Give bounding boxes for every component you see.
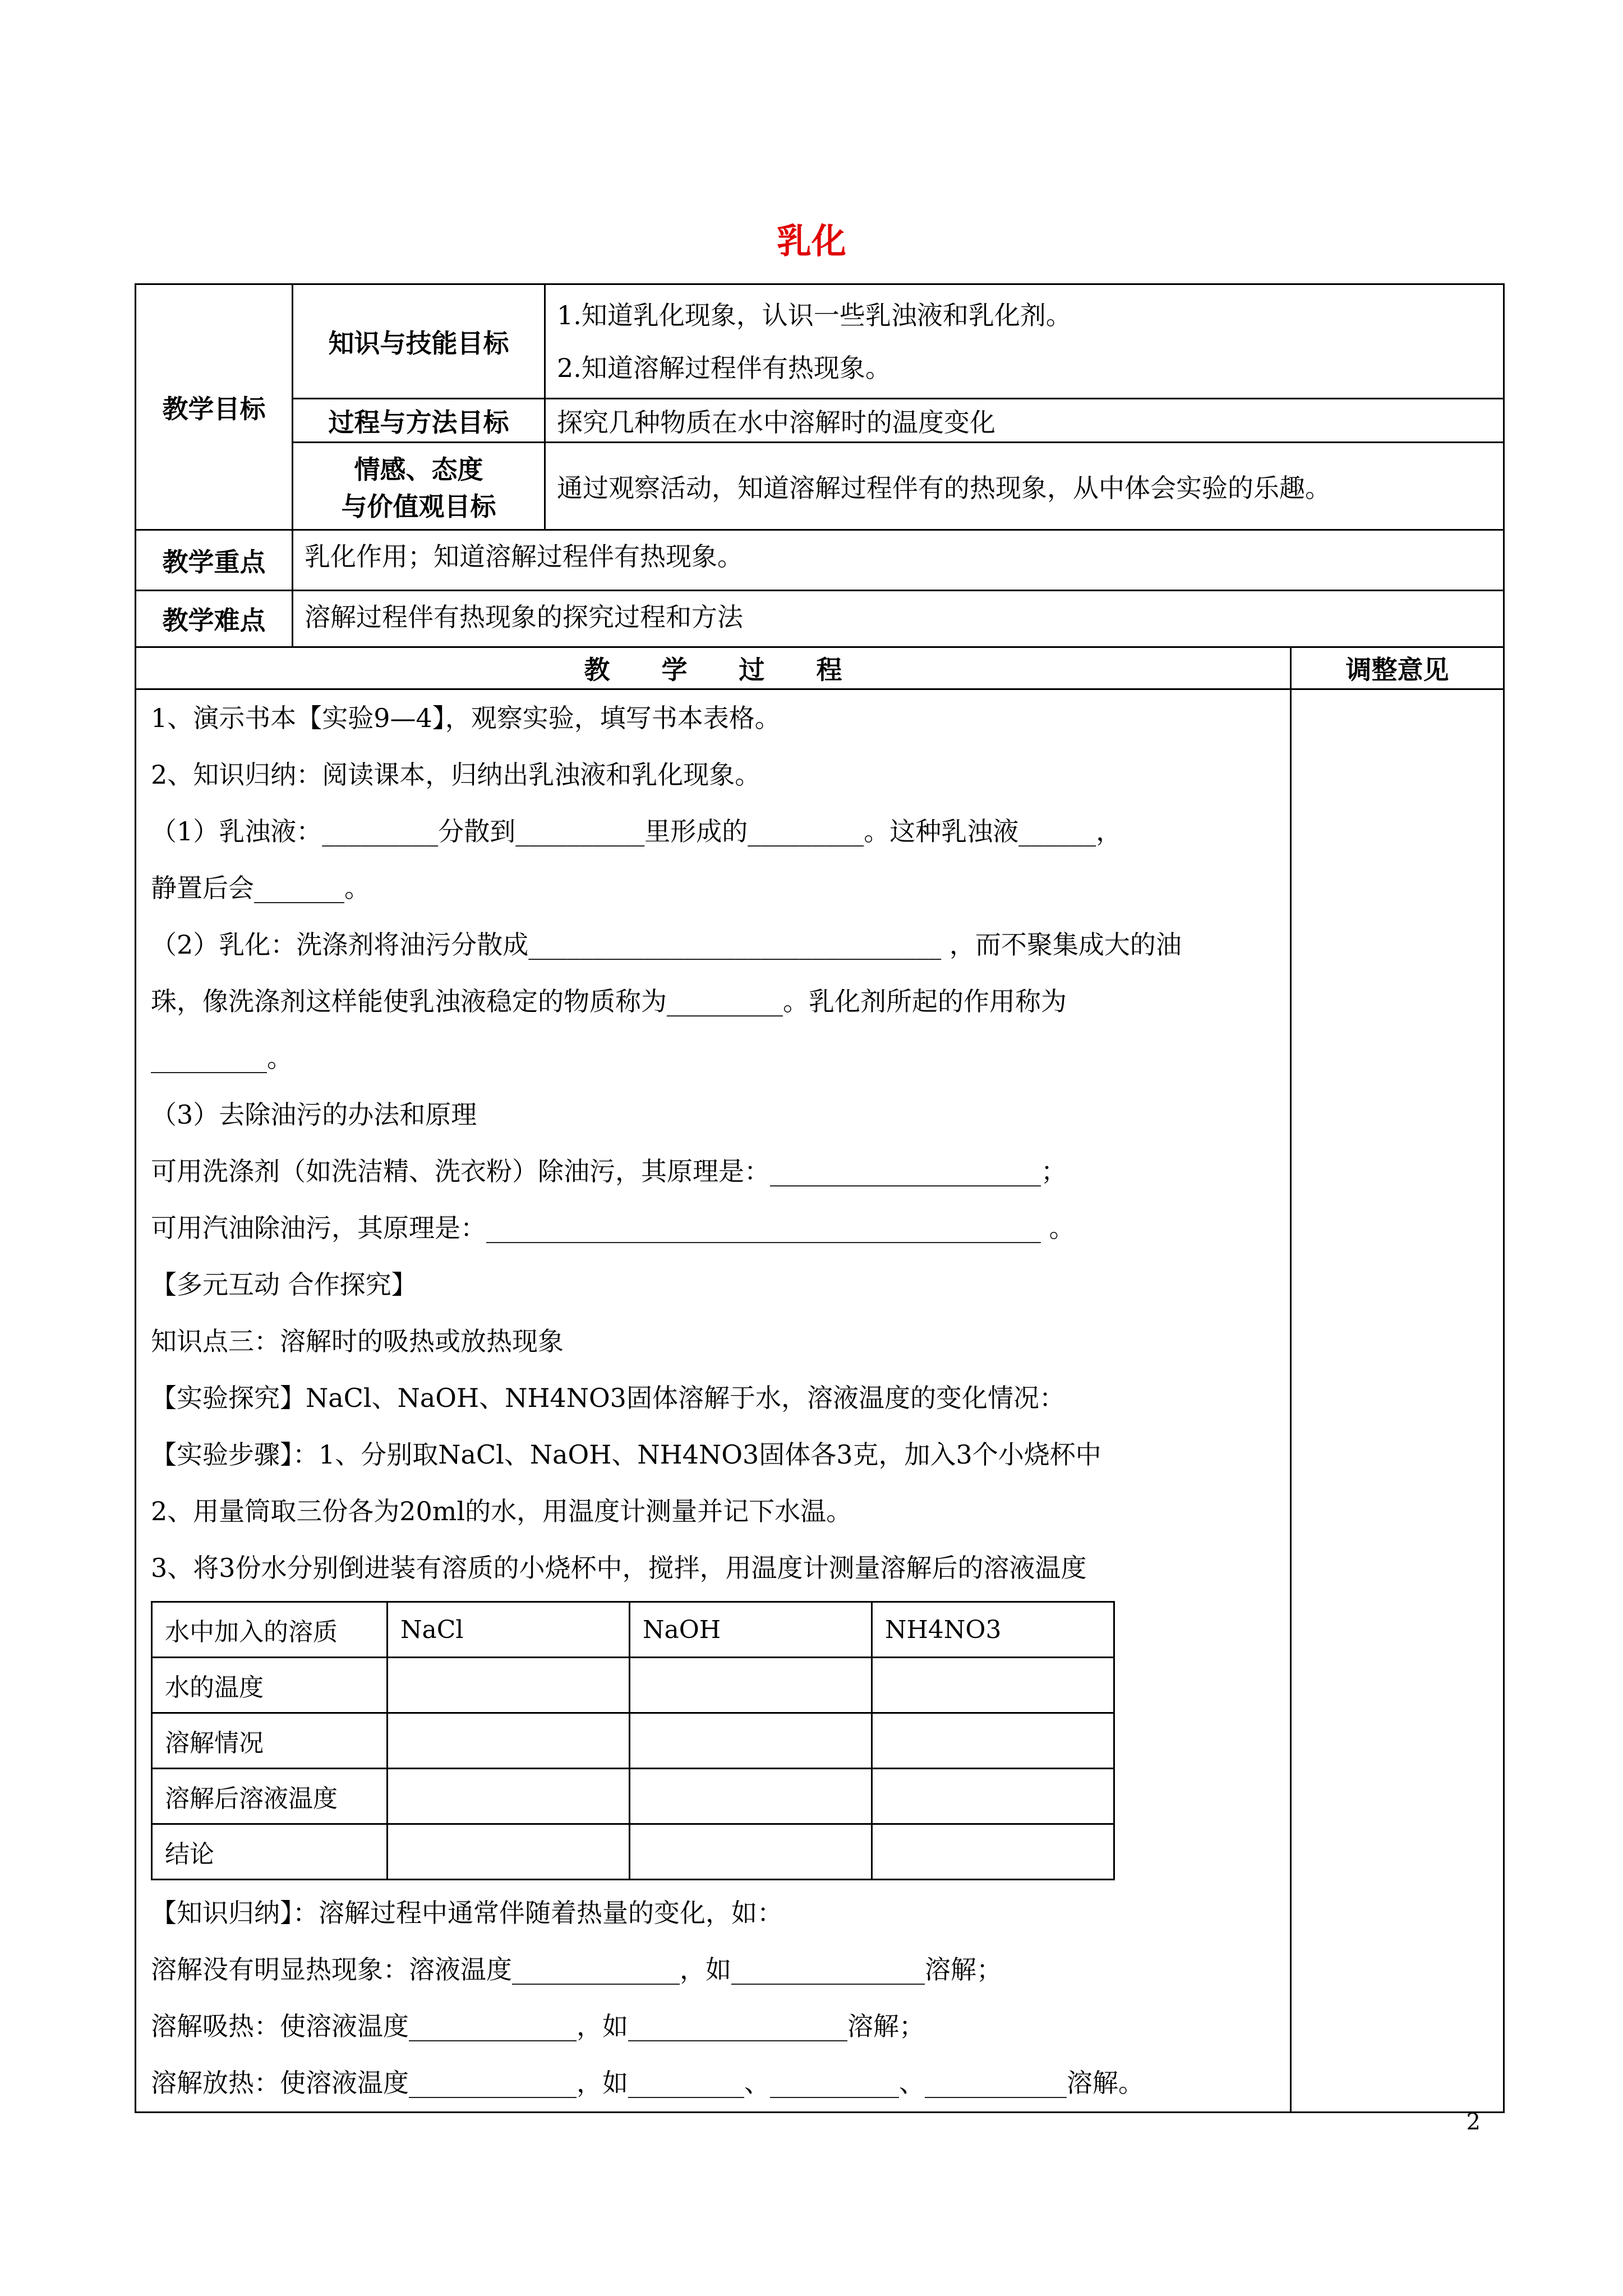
teaching-process bbox=[136, 689, 1291, 2113]
table-cell bbox=[388, 1658, 630, 1713]
table-cell bbox=[630, 1769, 872, 1824]
process-line: 溶解吸热：使溶液温度_____________，如_________________溶解； bbox=[151, 2011, 925, 2041]
table-row-label: 水的温度 bbox=[152, 1658, 388, 1713]
table-cell bbox=[630, 1713, 872, 1769]
process-line: （2）乳化：洗涤剂将油污分散成________________________________ ，而不聚集成大的油 bbox=[151, 930, 1182, 960]
table-cell bbox=[388, 1713, 630, 1769]
difficulty-text: 溶解过程伴有热现象的探究过程和方法 bbox=[293, 591, 1504, 647]
page-number: 2 bbox=[1466, 2109, 1481, 2135]
knowledge-item: 2.知道溶解过程伴有热现象。 bbox=[557, 352, 891, 383]
process-line: 1、演示书本【实验9—4】，观察实验，填写书本表格。 bbox=[151, 703, 781, 733]
table-cell bbox=[630, 1824, 872, 1880]
emotion-goal-text: 通过观察活动，知道溶解过程伴有的热现象，从中体会实验的乐趣。 bbox=[545, 443, 1504, 530]
knowledge-goal-label: 知识与技能目标 bbox=[293, 284, 545, 399]
emotion-goal-label: 情感、态度 与价值观目标 bbox=[293, 443, 545, 530]
process-line: 珠，像洗涤剂这样能使乳浊液稳定的物质称为_________。乳化剂所起的作用称为 bbox=[151, 986, 1067, 1016]
page-title: 乳化 bbox=[776, 220, 846, 261]
table-row bbox=[152, 1713, 1114, 1769]
table-header-cell: 水中加入的溶质 bbox=[152, 1602, 388, 1658]
table-header-cell: NH4NO3 bbox=[872, 1602, 1114, 1658]
process-line: 3、将3份水分别倒进装有溶质的小烧杯中，搅拌，用温度计测量溶解后的溶液温度 bbox=[151, 1553, 1087, 1583]
process-goal-text: 探究几种物质在水中溶解时的温度变化 bbox=[545, 399, 1504, 443]
process-line: 【多元互动 合作探究】 bbox=[151, 1269, 417, 1300]
process-line: 可用汽油除油污，其原理是：___________________________________________ 。 bbox=[151, 1213, 1075, 1243]
table-cell bbox=[872, 1824, 1114, 1880]
table-cell bbox=[872, 1769, 1114, 1824]
knowledge-item: 1.知道乳化现象，认识一些乳浊液和乳化剂。 bbox=[557, 300, 1072, 330]
table-row bbox=[152, 1658, 1114, 1713]
process-line: 溶解没有明显热现象：溶液温度_____________，如_______________溶解； bbox=[151, 1954, 1002, 1985]
objectives-label: 教学目标 bbox=[136, 284, 293, 530]
table-row-label: 溶解后溶液温度 bbox=[152, 1769, 388, 1824]
table-cell bbox=[388, 1769, 630, 1824]
knowledge-goal-text bbox=[545, 284, 1504, 399]
focus-text: 乳化作用；知道溶解过程伴有热现象。 bbox=[293, 530, 1504, 591]
table-row-label: 溶解情况 bbox=[152, 1713, 388, 1769]
process-header: 教 学 过 程 bbox=[136, 647, 1291, 689]
adjust-notes-cell bbox=[1291, 689, 1504, 2113]
lesson-plan-table bbox=[135, 283, 1505, 2113]
process-line: （1）乳浊液：_________分散到__________里形成的_________。这种乳浊液______， bbox=[151, 816, 1122, 846]
table-header-cell: NaCl bbox=[388, 1602, 630, 1658]
process-goal-label: 过程与方法目标 bbox=[293, 399, 545, 443]
table-row bbox=[152, 1824, 1114, 1880]
process-line: 静置后会_______。 bbox=[151, 873, 370, 903]
process-line: 【实验探究】NaCl、NaOH、NH4NO3固体溶解于水，溶液温度的变化情况： bbox=[151, 1383, 1065, 1413]
table-cell bbox=[388, 1824, 630, 1880]
adjust-header: 调整意见 bbox=[1291, 647, 1504, 689]
process-line: _________。 bbox=[151, 1043, 293, 1073]
process-line: （3）去除油污的办法和原理 bbox=[151, 1099, 477, 1130]
table-cell bbox=[872, 1713, 1114, 1769]
table-header-cell: NaOH bbox=[630, 1602, 872, 1658]
table-row bbox=[152, 1769, 1114, 1824]
table-cell bbox=[630, 1658, 872, 1713]
process-line: 【实验步骤】：1、分别取NaCl、NaOH、NH4NO3固体各3克，加入3个小烧杯中 bbox=[151, 1439, 1101, 1470]
table-row-label: 结论 bbox=[152, 1824, 388, 1880]
experiment-table-header bbox=[152, 1602, 1114, 1658]
table-cell bbox=[872, 1658, 1114, 1713]
process-line: 2、知识归纳：阅读课本，归纳出乳浊液和乳化现象。 bbox=[151, 760, 761, 790]
process-line: 可用洗涤剂（如洗洁精、洗衣粉）除油污，其原理是：_____________________； bbox=[151, 1156, 1067, 1186]
focus-label: 教学重点 bbox=[136, 530, 293, 591]
process-line: 2、用量筒取三份各为20ml的水，用温度计测量并记下水温。 bbox=[151, 1496, 852, 1526]
process-line: 知识点三：溶解时的吸热或放热现象 bbox=[151, 1326, 564, 1356]
process-line: 溶解放热：使溶液温度_____________，如_________、__________、___________溶解。 bbox=[151, 2068, 1144, 2098]
experiment-table bbox=[151, 1601, 1115, 1880]
difficulty-label: 教学难点 bbox=[136, 591, 293, 647]
process-line: 【知识归纳】：溶解过程中通常伴随着热量的变化，如： bbox=[151, 1898, 783, 1928]
